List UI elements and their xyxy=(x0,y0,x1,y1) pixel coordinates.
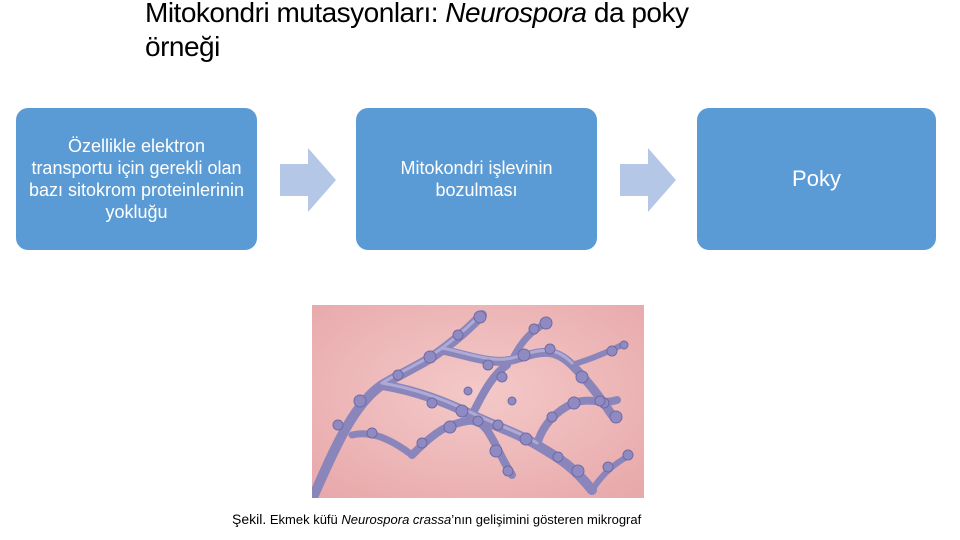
flow-step-effect xyxy=(356,108,597,250)
title-italic: Neurospora xyxy=(445,0,587,28)
flow-step-result xyxy=(697,108,936,250)
caption-text1: Ekmek küfü xyxy=(266,512,342,527)
flow-step-cause xyxy=(16,108,257,250)
right-arrow-icon xyxy=(280,148,336,212)
title-part1: Mitokondri mutasyonları: xyxy=(145,0,446,28)
flow-step-cause-label: Özellikle elektron transportu için gerekli olan bazı sitokrom proteinlerinin yokluğu xyxy=(28,136,245,222)
caption-species: Neurospora crassa xyxy=(341,512,452,527)
flow-step-effect-label: Mitokondri işlevinin bozulması xyxy=(400,158,553,200)
slide-title xyxy=(145,0,785,64)
title-part2: da poky xyxy=(586,0,689,28)
flow-step-result-label: Poky xyxy=(792,166,841,191)
title-line2: örneği xyxy=(145,31,220,62)
neurospora-micrograph xyxy=(312,305,644,498)
right-arrow-icon xyxy=(620,148,676,212)
figure-caption xyxy=(232,510,752,529)
caption-lead: Şekil. xyxy=(232,511,267,527)
caption-text2: ’nın gelişimini gösteren mikrograf xyxy=(451,512,642,527)
